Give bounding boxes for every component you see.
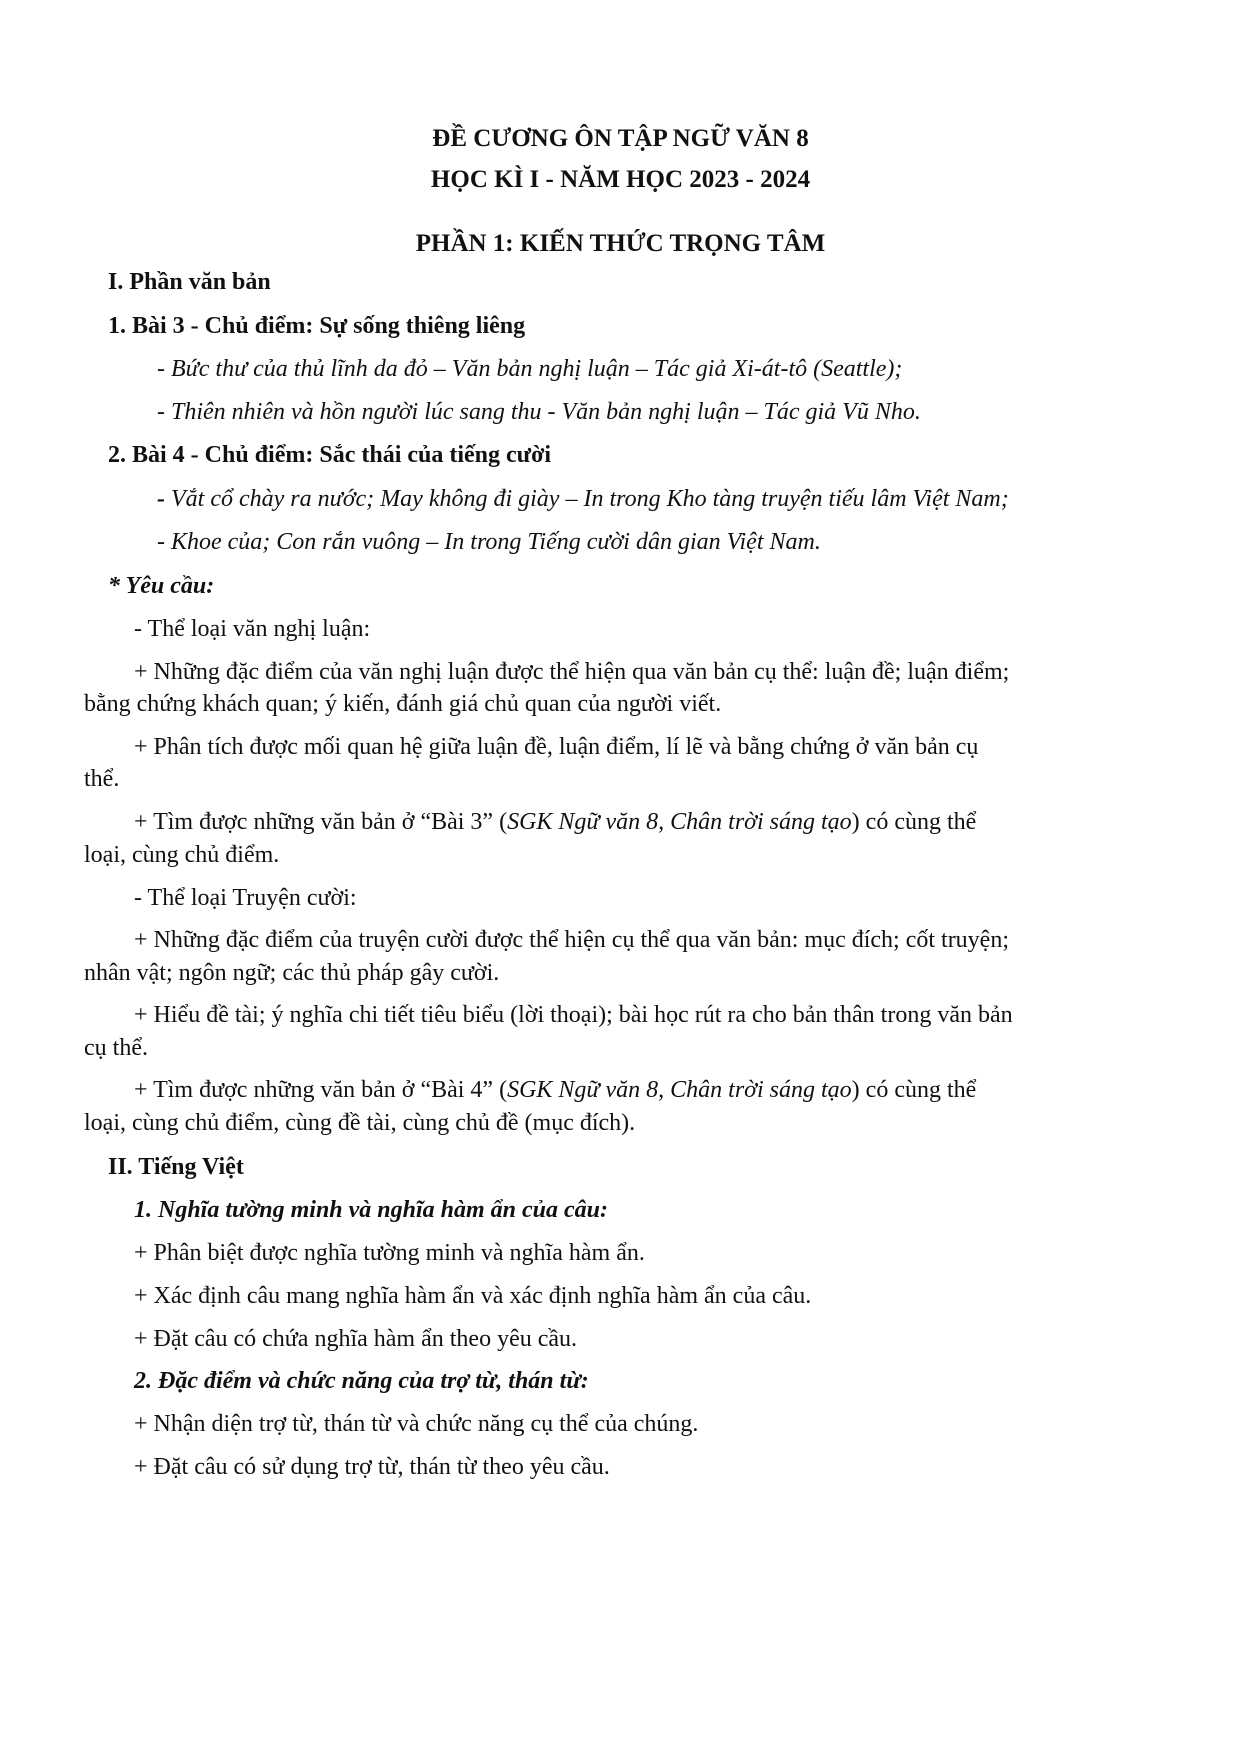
requirements-heading: * Yêu cầu:	[108, 573, 215, 599]
part-heading: PHẦN 1: KIẾN THỨC TRỌNG TÂM	[415, 230, 826, 257]
genre-truyen-cuoi-heading: - Thể loại Truyện cười:	[134, 885, 357, 911]
document-title: ĐỀ CƯƠNG ÔN TẬP NGỮ VĂN 8	[432, 125, 809, 152]
nghi-luan-point-2-line-1: + Phân tích được mối quan hệ giữa luận đề, luận điểm, lí lẽ và bằng chứng ở văn bản cụ	[134, 734, 979, 760]
nghi-luan-point-1-line-2: bằng chứng khách quan; ý kiến, đánh giá chủ quan của người viết.	[84, 691, 722, 717]
lesson4-text-1-dash: -	[157, 486, 165, 512]
truyen-cuoi-point-1-line-1: + Những đặc điểm của truyện cười được thể hiện cụ thể qua văn bản: mục đích; cốt truyện;	[134, 927, 1010, 953]
topic-1-item-2: + Xác định câu mang nghĩa hàm ẩn và xác định nghĩa hàm ẩn của câu.	[134, 1283, 812, 1309]
truyen-cuoi-point-3-suffix: ) có cùng thể	[851, 1077, 977, 1103]
lesson4-text-1-body: Vắt cổ chày ra nước; May không đi giày – In trong Kho tàng truyện tiếu lâm Việt Nam;	[165, 486, 1009, 512]
nghi-luan-point-3-line-2: loại, cùng chủ điểm.	[84, 842, 280, 868]
nghi-luan-point-3-line-1	[134, 810, 976, 834]
truyen-cuoi-point-2-line-2: cụ thể.	[84, 1035, 148, 1061]
truyen-cuoi-point-3-book: SGK Ngữ văn 8, Chân trời sáng tạo	[507, 1077, 852, 1103]
truyen-cuoi-point-3-line-1	[134, 1078, 976, 1102]
lesson4-text-1	[157, 487, 1009, 511]
topic-1-item-3: + Đặt câu có chứa nghĩa hàm ẩn theo yêu cầu.	[134, 1326, 578, 1352]
section-heading-van-ban: I. Phần văn bản	[108, 269, 271, 295]
nghi-luan-point-3-suffix: ) có cùng thể	[851, 809, 977, 835]
lesson4-text-2: - Khoe của; Con rắn vuông – In trong Tiếng cười dân gian Việt Nam.	[157, 529, 821, 555]
truyen-cuoi-point-2-line-1: + Hiểu đề tài; ý nghĩa chi tiết tiêu biểu (lời thoại); bài học rút ra cho bản thân trong văn bản	[134, 1002, 1013, 1028]
tieng-viet-topic-1-heading: 1. Nghĩa tường minh và nghĩa hàm ẩn của câu:	[134, 1197, 609, 1223]
nghi-luan-point-3-prefix: + Tìm được những văn bản ở “Bài 3” (	[134, 809, 508, 835]
lesson4-heading: 2. Bài 4 - Chủ điểm: Sắc thái của tiếng cười	[108, 442, 552, 468]
nghi-luan-point-2-line-2: thể.	[84, 766, 120, 792]
genre-nghi-luan-heading: - Thể loại văn nghị luận:	[134, 616, 371, 642]
topic-2-item-2: + Đặt câu có sử dụng trợ từ, thán từ theo yêu cầu.	[134, 1454, 610, 1480]
truyen-cuoi-point-3-prefix: + Tìm được những văn bản ở “Bài 4” (	[134, 1077, 508, 1103]
tieng-viet-topic-2-heading: 2. Đặc điểm và chức năng của trợ từ, thán từ:	[134, 1368, 589, 1394]
document-subtitle: HỌC KÌ I - NĂM HỌC 2023 - 2024	[430, 166, 811, 193]
lesson3-heading: 1. Bài 3 - Chủ điểm: Sự sống thiêng liêng	[108, 313, 526, 339]
topic-1-item-1: + Phân biệt được nghĩa tường minh và nghĩa hàm ẩn.	[134, 1240, 645, 1266]
section-heading-tieng-viet: II. Tiếng Việt	[108, 1154, 244, 1180]
truyen-cuoi-point-1-line-2: nhân vật; ngôn ngữ; các thủ pháp gây cười.	[84, 960, 500, 986]
lesson3-text-1: - Bức thư của thủ lĩnh da đỏ – Văn bản nghị luận – Tác giả Xi-át-tô (Seattle);	[157, 356, 903, 382]
truyen-cuoi-point-3-line-2: loại, cùng chủ điểm, cùng đề tài, cùng chủ đề (mục đích).	[84, 1110, 636, 1136]
nghi-luan-point-3-book: SGK Ngữ văn 8, Chân trời sáng tạo	[507, 809, 852, 835]
nghi-luan-point-1-line-1: + Những đặc điểm của văn nghị luận được thể hiện qua văn bản cụ thể: luận đề; luận điểm;	[134, 659, 1010, 685]
lesson3-text-2: - Thiên nhiên và hồn người lúc sang thu - Văn bản nghị luận – Tác giả Vũ Nho.	[157, 399, 921, 425]
topic-2-item-1: + Nhận diện trợ từ, thán từ và chức năng cụ thể của chúng.	[134, 1411, 699, 1437]
